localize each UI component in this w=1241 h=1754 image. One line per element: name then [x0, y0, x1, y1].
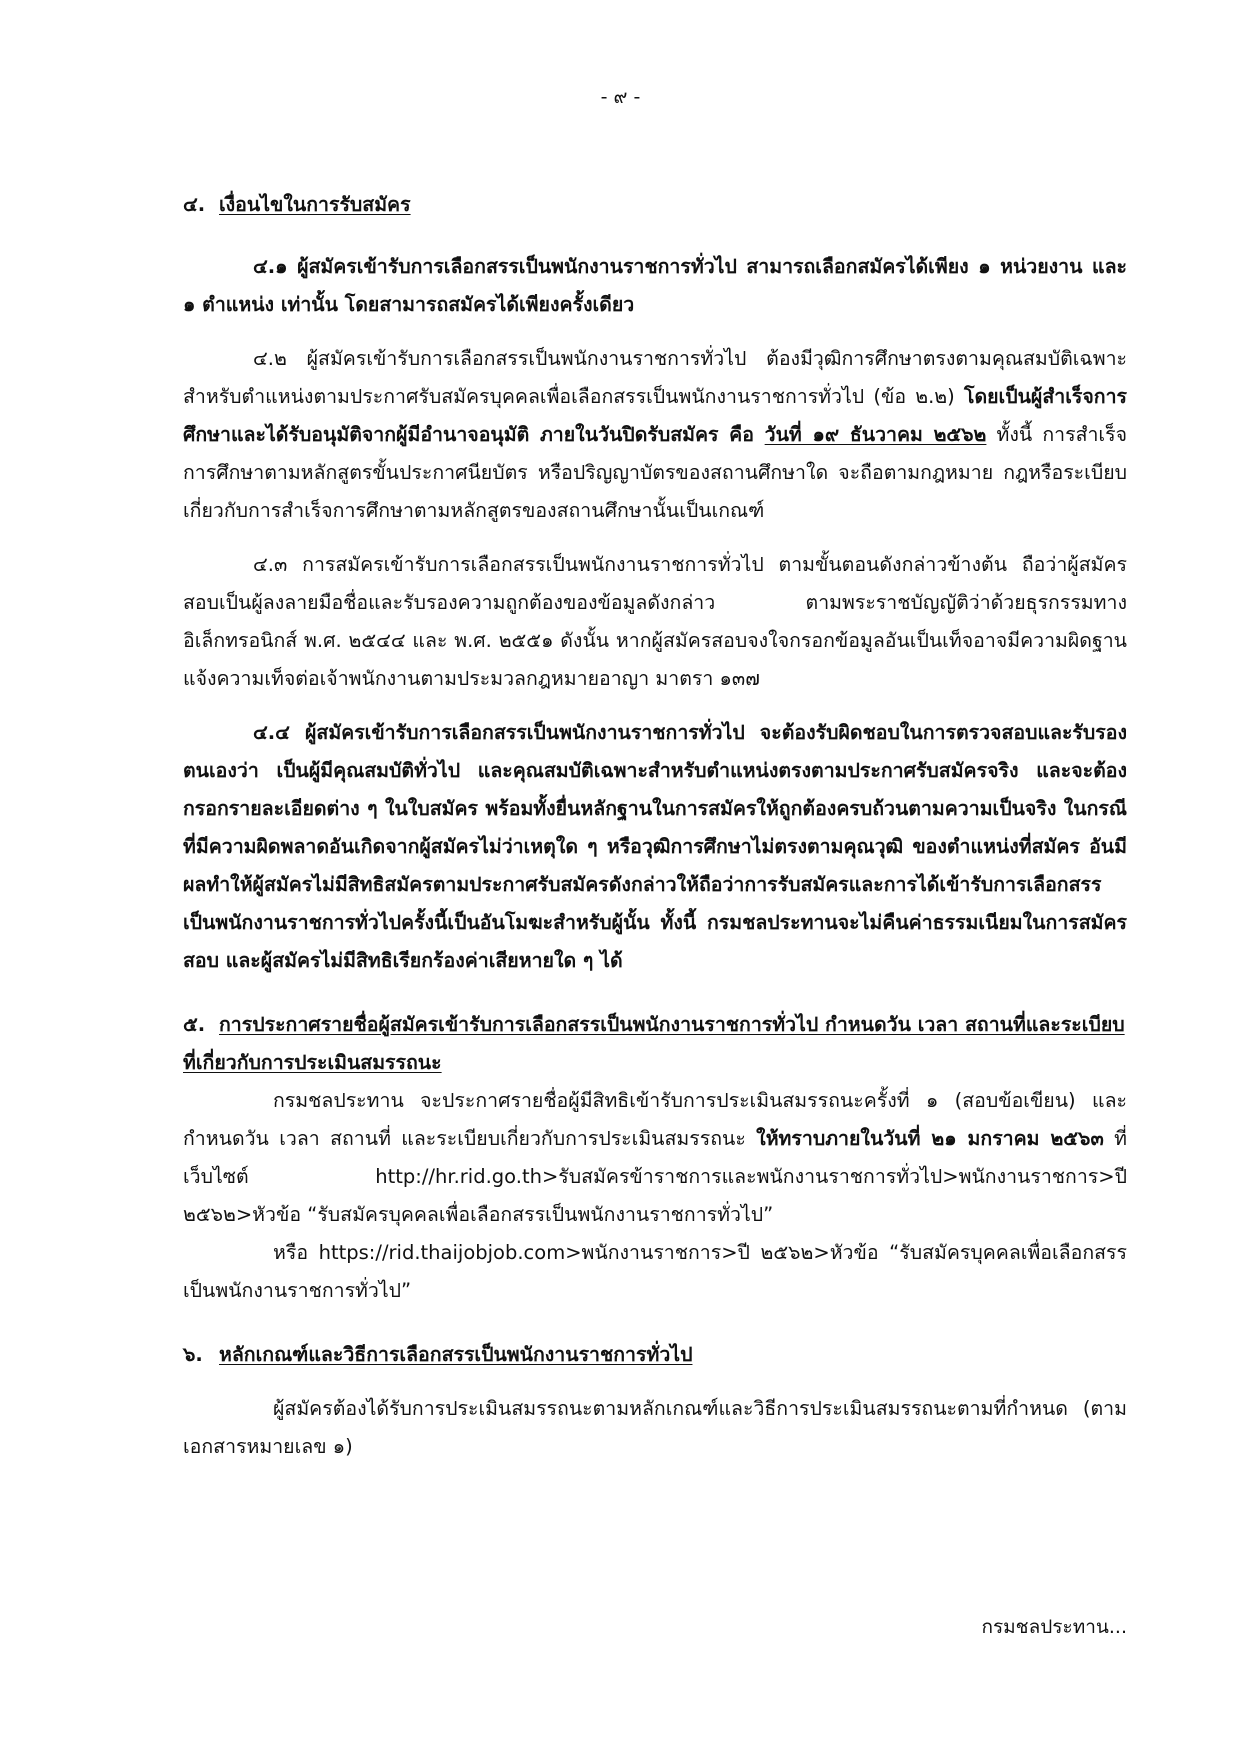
section-5-title: การประกาศรายชื่อผู้สมัครเข้ารับการเลือกสรรเป็นพนักงานราชการทั่วไป กำหนดวัน เวลา สถานที่และระเบียบที่เกี่ยวกับการประเมินสมรรถนะ	[183, 1013, 1125, 1074]
section-5-number: ๕.	[183, 1013, 206, 1036]
section-6-number: ๖.	[183, 1343, 203, 1366]
paragraph-5-1-text-a: กรมชลประทาน จะประกาศรายชื่อผู้มีสิทธิเข้ารับการประเมินสมรรถนะครั้งที่ ๑ (สอบข้อเขียน) และกำหนดวัน เวลา สถานที่ และระเบียบเกี่ยวกับการประเมินสมรรถนะ	[183, 1089, 1127, 1150]
paragraph-5-1-bold: ให้ทราบภายในวันที่ ๒๑ มกราคม ๒๕๖๓	[756, 1127, 1104, 1150]
paragraph-4-3: ๔.๓ การสมัครเข้ารับการเลือกสรรเป็นพนักงานราชการทั่วไป ตามขั้นตอนดังกล่าวข้างต้น ถือว่าผู้สมัครสอบเป็นผู้ลงลายมือชื่อและรับรองความถูกต้องของข้อมูลดังกล่าว ตามพระราชบัญญัติว่าด้วยธุรกรรมทางอิเล็กทรอนิกส์ พ.ศ. ๒๕๔๔ และ พ.ศ. ๒๕๕๑ ดังนั้น หากผู้สมัครสอบจงใจกรอกข้อมูลอันเป็นเท็จอาจมีความผิดฐานแจ้งความเท็จต่อเจ้าพนักงานตามประมวลกฎหมายอาญา มาตรา ๑๓๗	[183, 553, 1127, 690]
paragraph-5-2: หรือ https://rid.thaijobjob.com>พนักงานราชการ>ปี ๒๕๖๒>หัวข้อ “รับสมัครบุคคลเพื่อเลือกสรรเป็นพนักงานราชการทั่วไป”	[183, 1241, 1127, 1302]
paragraph-4-2-deadline: วันที่ ๑๙ ธันวาคม ๒๕๖๒	[764, 423, 987, 446]
paragraph-4-4: ๔.๔ ผู้สมัครเข้ารับการเลือกสรรเป็นพนักงานราชการทั่วไป จะต้องรับผิดชอบในการตรวจสอบและรับรองตนเองว่า เป็นผู้มีคุณสมบัติทั่วไป และคุณสมบัติเฉพาะสำหรับตำแหน่งตรงตามประกาศรับสมัครจริง และจะต้องกรอกรายละเอียดต่าง ๆ ในใบสมัคร พร้อมทั้งยื่นหลักฐานในการสมัครให้ถูกต้องครบถ้วนตามความเป็นจริง ในกรณีที่มีความผิดพลาดอันเกิดจากผู้สมัครไม่ว่าเหตุใด ๆ หรือวุฒิการศึกษาไม่ตรงตามคุณวุฒิ ของตำแหน่งที่สมัคร อันมีผลทำให้ผู้สมัครไม่มีสิทธิสมัครตามประกาศรับสมัครดังกล่าวให้ถือว่าการรับสมัครและการได้เข้ารับการเลือกสรรเป็นพนักงานราชการทั่วไปครั้งนี้เป็นอันโมฆะสำหรับผู้นั้น ทั้งนี้ กรมชลประทานจะไม่คืนค่าธรรมเนียมในการสมัครสอบ และผู้สมัครไม่มีสิทธิเรียกร้องค่าเสียหายใด ๆ ได้	[183, 721, 1127, 972]
document-body	[183, 186, 1127, 1466]
section-4-heading	[183, 186, 1127, 224]
section-6-heading	[183, 1336, 1127, 1374]
paragraph-5-1	[183, 1082, 1127, 1234]
section-6-title: หลักเกณฑ์และวิธีการเลือกสรรเป็นพนักงานราชการทั่วไป	[219, 1343, 693, 1366]
paragraph-5-1-text-c: ที่เว็บไซต์ http://hr.rid.go.th>รับสมัครข้าราชการและพนักงานราชการทั่วไป>พนักงานราชการ>ปี ๒๕๖๒>หัวข้อ “รับสมัครบุคคลเพื่อเลือกสรรเป็นพนักงานราชการทั่วไป”	[183, 1127, 1127, 1226]
section-4-number: ๔.	[183, 193, 206, 216]
paragraph-4-1: ๔.๑ ผู้สมัครเข้ารับการเลือกสรรเป็นพนักงานราชการทั่วไป สามารถเลือกสมัครได้เพียง ๑ หน่วยงาน และ ๑ ตำแหน่ง เท่านั้น โดยสามารถสมัครได้เพียงครั้งเดียว	[183, 255, 1127, 316]
paragraph-4-2-text-d: ทั้งนี้ การสำเร็จการศึกษาตามหลักสูตรขั้นประกาศนียบัตร หรือปริญญาบัตรของสถานศึกษาใด จะถือตามกฎหมาย กฎหรือระเบียบเกี่ยวกับการสำเร็จการศึกษาตามหลักสูตรของสถานศึกษานั้นเป็นเกณฑ์	[183, 423, 1127, 522]
continuation-footer: กรมชลประทาน...	[981, 1616, 1127, 1638]
paragraph-4-2-text-a: ๔.๒ ผู้สมัครเข้ารับการเลือกสรรเป็นพนักงานราชการทั่วไป ต้องมีวุฒิการศึกษาตรงตามคุณสมบัติเฉพาะสำหรับตำแหน่งตามประกาศรับสมัครบุคคลเพื่อเลือกสรรเป็นพนักงานราชการทั่วไป (ข้อ ๒.๒)	[183, 347, 1127, 408]
paragraph-4-2	[183, 340, 1127, 530]
paragraph-6-1: ผู้สมัครต้องได้รับการประเมินสมรรถนะตามหลักเกณฑ์และวิธีการประเมินสมรรถนะตามที่กำหนด (ตามเอกสารหมายเลข ๑)	[183, 1397, 1127, 1458]
page-number: - ๙ -	[600, 86, 641, 108]
section-4-title: เงื่อนไขในการรับสมัคร	[219, 193, 411, 216]
paragraph-4-2-bold: โดยเป็นผู้สำเร็จการศึกษาและได้รับอนุมัติจากผู้มีอำนาจอนุมัติ ภายในวันปิดรับสมัคร คือ	[183, 385, 1127, 446]
section-5-heading	[183, 1006, 1127, 1082]
